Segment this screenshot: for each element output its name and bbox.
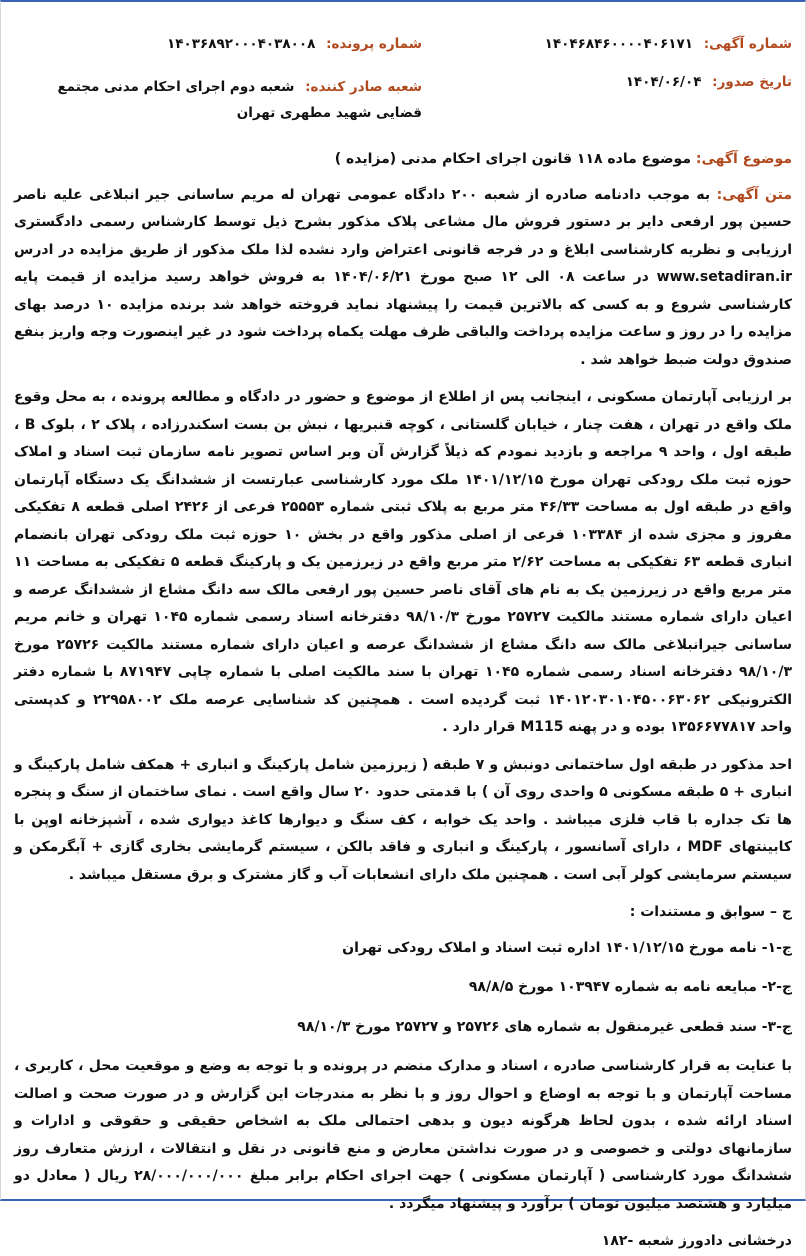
subject-row [14,146,792,174]
subject-value: موضوع ماده ۱۱۸ قانون اجرای احکام مدنی (مزایده ) [334,151,691,167]
ad-number-value: ۱۴۰۴۶۸۴۶۰۰۰۰۴۰۶۱۷۱ [544,36,693,52]
ad-content [14,146,792,1256]
signature: درخشانی دادورز شعبه -۱۸۲ [601,1233,792,1249]
ad-body-intro [14,182,792,375]
issuing-branch-row [12,74,422,126]
issuing-branch-label: شعبه صادر کننده: [305,79,422,95]
issue-date-row [626,74,792,90]
issue-date-value: ۱۴۰۴/۰۶/۰۴ [625,74,702,90]
body-label: متن آگهی: [716,186,793,203]
ad-header [14,30,792,140]
body-intro-text: به موجب دادنامه صادره از شعبه ۲۰۰ دادگاه عمومی تهران له مریم ساسانی جیر انبلاغی علیه ناصر حسین پور ارفعی دایر بر دستور فروش مال مشاعی پلاک مذکور بشرح ذیل توسط کارشناس رسمی دادگستری ارزیابی و نظریه کارشناسی ابلاغ و در فرجه قانونی اعتراض وارد نشده لذا ملک مذکور از طریق مزایده در ادرس www.setadiran.ir در ساعت ۰۸ الی ۱۲ صبح مورخ ۱۴۰۴/۰۶/۲۱ به فروش خواهد رسید مزایده از قیمت پایه کارشناسی شروع و به کسی که بالاترین قیمت را پیشنهاد نماید فروخته خواهد شد برنده مزایده ۱۰ درصد بهای مزایده را در روز و ساعت مزایده پرداخت والباقی ظرف مهلت یکماه پرداخت شود در غیر اینصورت وجه واریز بنفع صندوق دولت ضبط خواهد شد . [14,186,793,368]
case-number-row [167,36,422,52]
ad-number-row [545,36,792,52]
building-description-paragraph: احد مذکور در طبقه اول ساختمانی دونبش و ۷ طبقه ( زیرزمین شامل پارکینگ و انباری + همکف شامل پارکینگ و انباری + ۵ طبقه مسکونی ۵ واحدی روی آن ) با قدمتی حدود ۲۰ سال واقع است . نمای ساختمان از سنگ و پنجره ها تک جداره با قاب فلزی میباشد . واحد یک خوابه ، کف سنگ و دیوارها کاغذ دیواری شده ، آشپزخانه اوپن با کابینتهای MDF ، دارای آسانسور ، پارکینگ و انباری و فاقد بالکن ، سیستم گرمایشی بخاری گازی + آبگرمکن و سیستم سرمایشی کولر آبی است . همچنین ملک دارای انشعابات آب و گاز مشترک و برق مستقل میباشد . [14,756,793,883]
issuing-branch-value: شعبه دوم اجرای احکام مدنی مجتمع قضایی شهید مطهری تهران [57,79,422,121]
case-number-value: ۱۴۰۳۶۸۹۲۰۰۰۴۰۳۸۰۰۸ [167,36,316,52]
documents-heading: ج – سوابق و مستندات : [629,904,792,920]
document-item-1: ج-۱- نامه مورخ ۱۴۰۱/۱۲/۱۵ اداره ثبت اسناد و املاک رودکی تهران [342,939,792,956]
appraisal-paragraph: بر ارزیابی آپارتمان مسکونی ، اینجانب پس از اطلاع از موضوع و حضور در دادگاه و مطالعه پرونده ، به محل وقوع ملک واقع در تهران ، هفت چنار ، خیابان گلستانی ، کوچه قنبریها ، نبش بن بست اسکندرزاده ، پلاک ۲ ، بلوک B ، طبقه اول ، واحد ۹ مراجعه و بازدید نمودم که ذیلاً گزارش آن وبر اساس تصویر نامه سازمان ثبت اسناد و املاک حوزه ثبت ملک رودکی تهران مورخ ۱۴۰۱/۱۲/۱۵ ملک مورد کارشناسی عبارتست از ششدانگ یک دستگاه آپارتمان واقع در طبقه اول به مساحت ۴۶/۳۳ متر مربع به پلاک ثبتی شماره ۲۵۵۵۳ فرعی از ۲۴۲۶ اصلی قطعه ۸ تفکیکی مفروز و مجزی شده از ۱۰۳۳۸۴ فرعی از اصلی مذکور واقع در بخش ۱۰ حوزه ثبت ملک رودکی تهران بانضمام انباری قطعه ۶۳ تفکیکی به مساحت ۲/۶۲ متر مربع واقع در زیرزمین یک و پارکینگ قطعه ۵ تفکیکی به مساحت ۱۱ متر مربع واقع در زیرزمین یک به نام های آقای ناصر حسین پور ارفعی مالک سه دانگ مشاع از ششدانگ عرصه و اعیان دارای شماره مستند مالکیت ۲۵۷۲۷ مورخ ۹۸/۱۰/۳ دفترخانه اسناد رسمی شماره ۱۰۴۵ تهران و خانم مریم ساسانی جیرانبلاغی مالک سه دانگ مشاع از ششدانگ عرصه و اعیان دارای شماره مستند مالکیت ۲۵۷۲۶ مورخ ۹۸/۱۰/۳ دفترخانه اسناد رسمی شماره ۱۰۴۵ تهران با سند مالکیت اصلی با شماره چاپی ۸۷۱۹۴۷ با شماره دفتر الکترونیکی ۱۴۰۱۲۰۳۰۱۰۴۵۰۰۶۳۰۶۲ ثبت گردیده است . همچنین کد شناسایی عرصه ملک ۲۲۹۵۸۰۰۲ و کدپستی واحد ۱۳۵۶۶۷۷۸۱۷ بوده و در پهنه M115 قرار دارد . [14,389,793,735]
document-item-3: ج-۳- سند قطعی غیرمنقول به شماره های ۲۵۷۲۶ و ۲۵۷۲۷ مورخ ۹۸/۱۰/۳ [297,1018,792,1035]
valuation-paragraph: با عنایت به قرار کارشناسی صادره ، اسناد و مدارک منضم در پرونده و با توجه به وضع و موقعیت محل ، کاربری ، مساحت آپارتمان و با توجه به اوضاع و احوال روز و با نظر به مندرجات این گزارش و در صورت صحت و اصالت اسناد ارائه شده ، بدون لحاظ هرگونه دیون و بدهی احتمالی ملک به اشخاص حقیقی و حقوقی و ادارات و سازمانهای دولتی و خصوصی و در صورت نداشتن معارض و منع قانونی در نقل و انتقالات ، ارزش متعارف روز ششدانگ مورد کارشناسی ( آپارتمان مسکونی ) جهت اجرای احکام برابر مبلغ ۲۸/۰۰۰/۰۰۰/۰۰۰ ریال ( معادل دو میلیارد و هشتصد میلیون تومان ) برآورد و پیشنهاد میگردد . [14,1058,792,1212]
case-number-label: شماره پرونده: [326,36,422,52]
document-item-2: ج-۲- مبایعه نامه به شماره ۱۰۳۹۴۷ مورخ ۹۸/۸/۵ [468,979,792,995]
issue-date-label: تاریخ صدور: [712,74,792,90]
ad-number-label: شماره آگهی: [703,36,792,52]
subject-label: موضوع آگهی: [695,151,792,167]
